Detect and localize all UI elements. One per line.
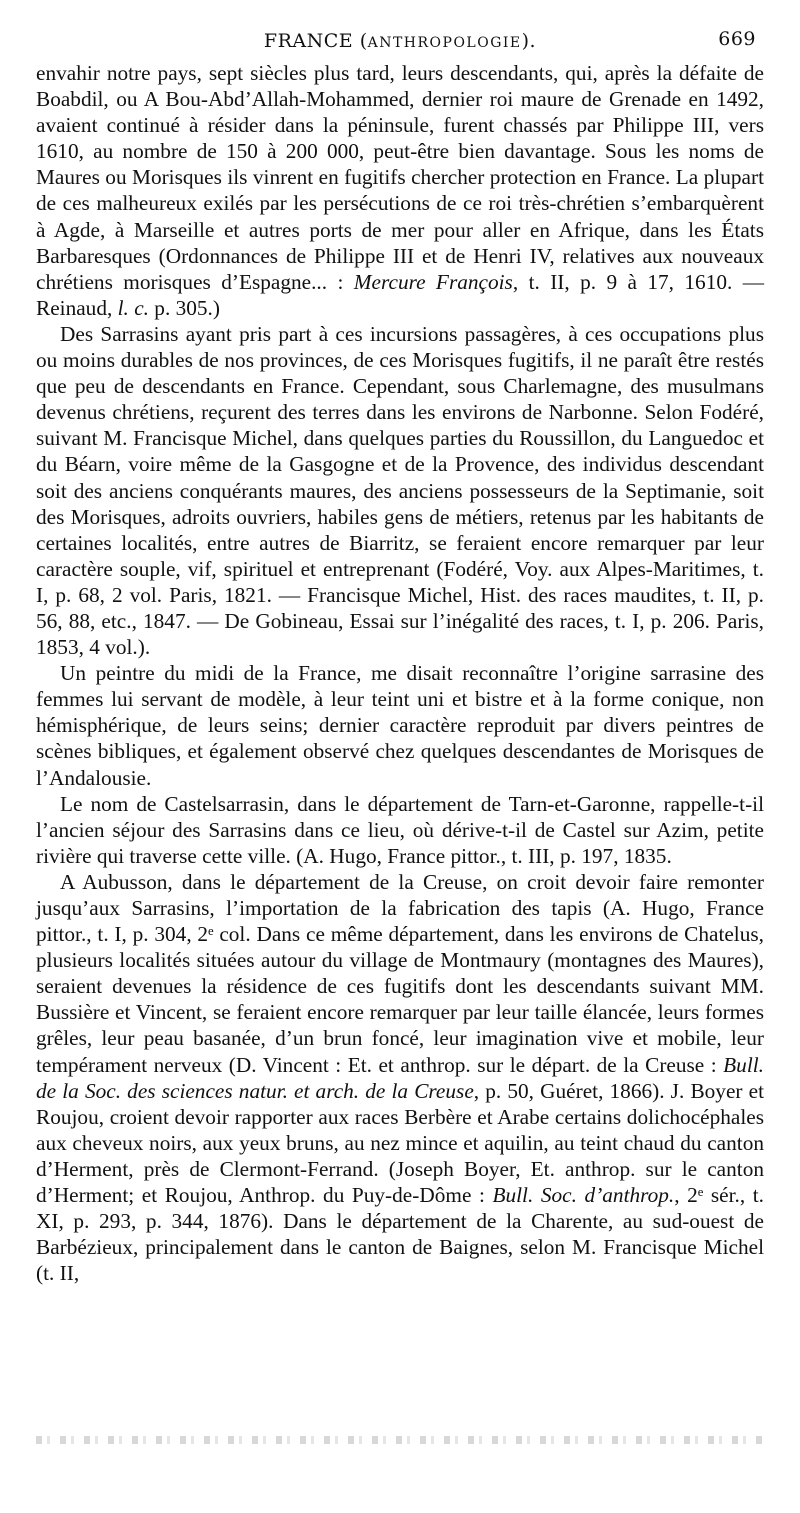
paragraph-3: Un peintre du midi de la France, me disait reconnaître l’origine sarrasine des femmes lui servant de modèle, à leur teint uni et bistre et à la forme conique, non hémisphérique, de leurs seins; dernier caractère reproduit par divers peintres de scènes bibliques, et également observé chez quelques descendantes de Morisques de l’Andalousie.: [36, 661, 764, 790]
citation-bull-soc-anthrop: Bull. Soc. d’anthrop.: [492, 1183, 675, 1208]
running-title: [36, 30, 764, 52]
page-number: 669: [718, 28, 756, 50]
citation-loc-cit: l. c.: [117, 295, 149, 320]
paragraph-2: Des Sarrasins ayant pris part à ces incursions passagères, à ces occupations plus ou moins durables de nos provinces, de ces Morisques fugitifs, il ne paraît être restés que peu de descendants en France. Cependant, sous Charlemagne, des musulmans devenus chrétiens, reçurent des terres dans les environs de Narbonne. Selon Fodéré, suivant M. Francisque Michel, dans quelques parties du Roussillon, du Languedoc et du Béarn, voire même de la Gasgogne et de la Provence, des individus descendant soit des anciens conquérants maures, des anciens possesseurs de la Septimanie, soit des Morisques, adroits ouvriers, habiles gens de métiers, retenus par les habitants de certaines localités, entre autres de Biarritz, se feraient encore remarquer par leur caractère souple, vif, spirituel et entreprenant (Fodéré, Voy. aux Alpes-Maritimes, t. I, p. 68, 2 vol. Paris, 1821. — Francisque Michel, Hist. des races maudites, t. II, p. 56, 88, etc., 1847. — De Gobineau, Essai sur l’inégalité des races, t. I, p. 206. Paris, 1853, 4 vol.).: [36, 321, 764, 660]
paragraph-5-text-a: A Aubusson, dans le département de la Creuse, on croit devoir faire remonter jusqu’aux Sarrasins, l’importation de la fabrication des tapis (A. Hugo, France pittor., t. I, p. 304, 2ᵉ col. Dans ce même département, dans les environs de Chatelus, plusieurs localités situées autour du village de Montmaury (montagnes des Maures), seraient devenues la résidence de ces fugitifs dont les descendants suivant MM. Bussière et Vincent, se feraient encore remarquer par leur taille élancée, leurs formes grêles, leur peau basanée, d’un brun foncé, leur imagination vive et mobile, leur tempérament nerveux (D. Vincent : Et. et anthrop. sur le départ. de la Creuse :: [36, 869, 764, 1077]
paragraph-1-text-c: p. 305.): [148, 295, 220, 320]
citation-mercure-francois: Mercure François: [353, 269, 513, 294]
running-title-smallcaps: ANTHROPOLOGIE: [367, 35, 522, 51]
paragraph-1: [36, 60, 764, 321]
paragraph-5-text-c: , 2ᵉ sér., t. XI, p. 293, p. 344, 1876). Dans le département de la Charente, au sud-ouest de Barbézieux, principalement dans le canton de Baignes, selon M. Francisque Michel (t. II,: [36, 1183, 764, 1286]
running-title-end: ).: [521, 30, 537, 52]
scan-artifact-strip: [36, 1436, 764, 1444]
paragraph-1-text-b: , t. II, p. 9 à 17, 1610. — Reinaud,: [36, 269, 765, 320]
body-text: [36, 60, 764, 1286]
running-title-main: FRANCE (: [263, 30, 368, 52]
paragraph-5: [36, 869, 764, 1287]
page: [36, 26, 764, 1286]
running-head: [36, 26, 764, 60]
paragraph-4: Le nom de Castelsarrasin, dans le département de Tarn-et-Garonne, rappelle-t-il l’ancien séjour des Sarrasins dans ce lieu, où dérive-t-il de Castel sur Azim, petite rivière qui traverse cette ville. (A. Hugo, France pittor., t. III, p. 197, 1835.: [36, 791, 764, 868]
citation-bull-soc-creuse: Bull. de la Soc. des sciences natur. et arch. de la Creuse: [36, 1052, 764, 1103]
paragraph-5-text-b: , p. 50, Guéret, 1866). J. Boyer et Roujou, croient devoir rapporter aux races Berbère et Arabe certains dolichocéphales aux cheveux noirs, aux yeux bruns, au nez mince et aquilin, au teint chaud du canton d’Herment, près de Clermont-Ferrand. (Joseph Boyer, Et. anthrop. sur le canton d’Herment; et Roujou, Anthrop. du Puy-de-Dôme :: [36, 1078, 764, 1208]
paragraph-1-text-a: envahir notre pays, sept siècles plus tard, leurs descendants, qui, après la défaite de Boabdil, ou A Bou-Abd’Allah-Mohammed, dernier roi maure de Grenade en 1492, avaient continué à résider dans la péninsule, furent chassés par Philippe III, vers 1610, au nombre de 150 à 200 000, peut-être bien davantage. Sous les noms de Maures ou Morisques ils vinrent en fugitifs chercher protection en France. La plupart de ces malheureux exilés par les persécutions de ce roi très-chrétien s’embarquèrent à Agde, à Marseille et autres ports de mer pour aller en Afrique, dans les États Barbaresques (Ordonnances de Philippe III et de Henri IV, relatives aux nouveaux chrétiens morisques d’Espagne... :: [36, 61, 764, 294]
